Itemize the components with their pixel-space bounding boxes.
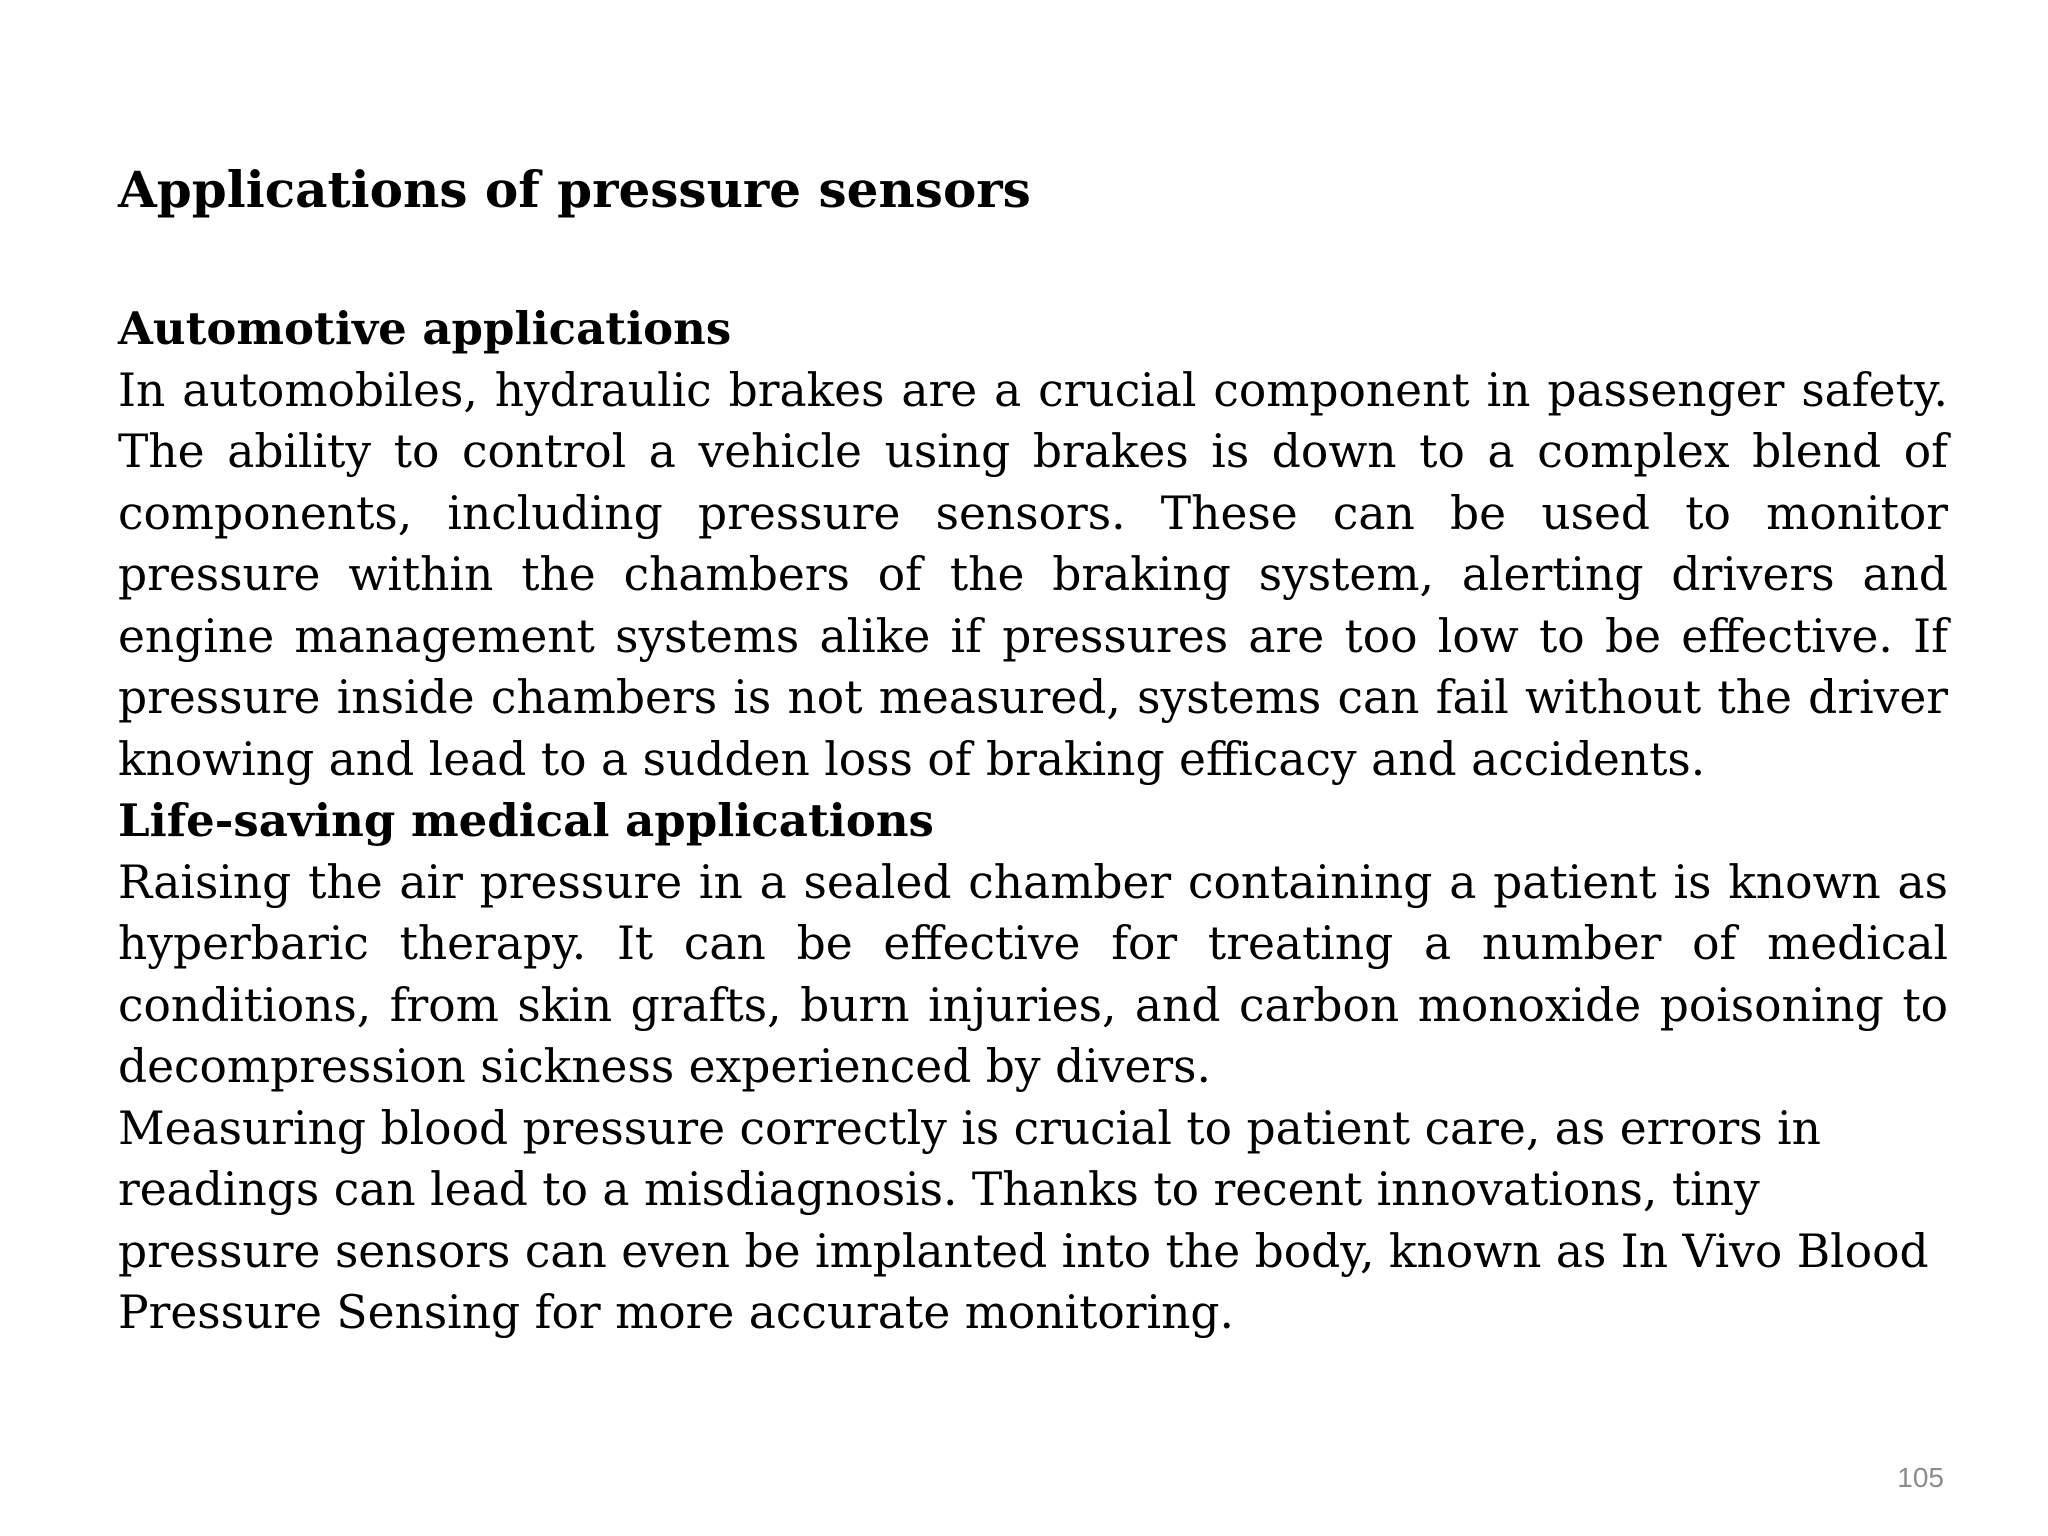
paragraph-blood-pressure: Measuring blood pressure correctly is crucial to patient care, as errors in readings can lead to a misdiagnosis. Thanks to recent innovations, tiny pressure sensors can even be implanted into the body, known as In Vivo Blood Pressure Sensing for more accurate monitoring. [118, 1101, 1929, 1339]
section-heading-automotive: Automotive applications [118, 302, 732, 355]
slide-title: Applications of pressure sensors [118, 160, 1031, 219]
slide-content [118, 160, 1948, 1344]
section-heading-medical: Life-saving medical applications [118, 794, 934, 847]
paragraph-hyperbaric: Raising the air pressure in a sealed chamber containing a patient is known as hyperbaric therapy. It can be effective for treating a number of medical conditions, from skin grafts, burn injuries, and carbon monoxide poisoning to decompression sickness experienced by divers. [118, 855, 1948, 1093]
spacer [118, 220, 1948, 298]
paragraph-automotive: In automobiles, hydraulic brakes are a crucial component in passenger safety. The ability to control a vehicle using brakes is down to a complex blend of components, including pressure sensors. These can be used to monitor pressure within the chambers of the braking system, alerting drivers and engine management systems alike if pressures are too low to be effective. If pressure inside chambers is not measured, systems can fail without the driver knowing and lead to a sudden loss of braking efficacy and accidents. [118, 363, 1948, 786]
page-number: 105 [1897, 1462, 1944, 1493]
